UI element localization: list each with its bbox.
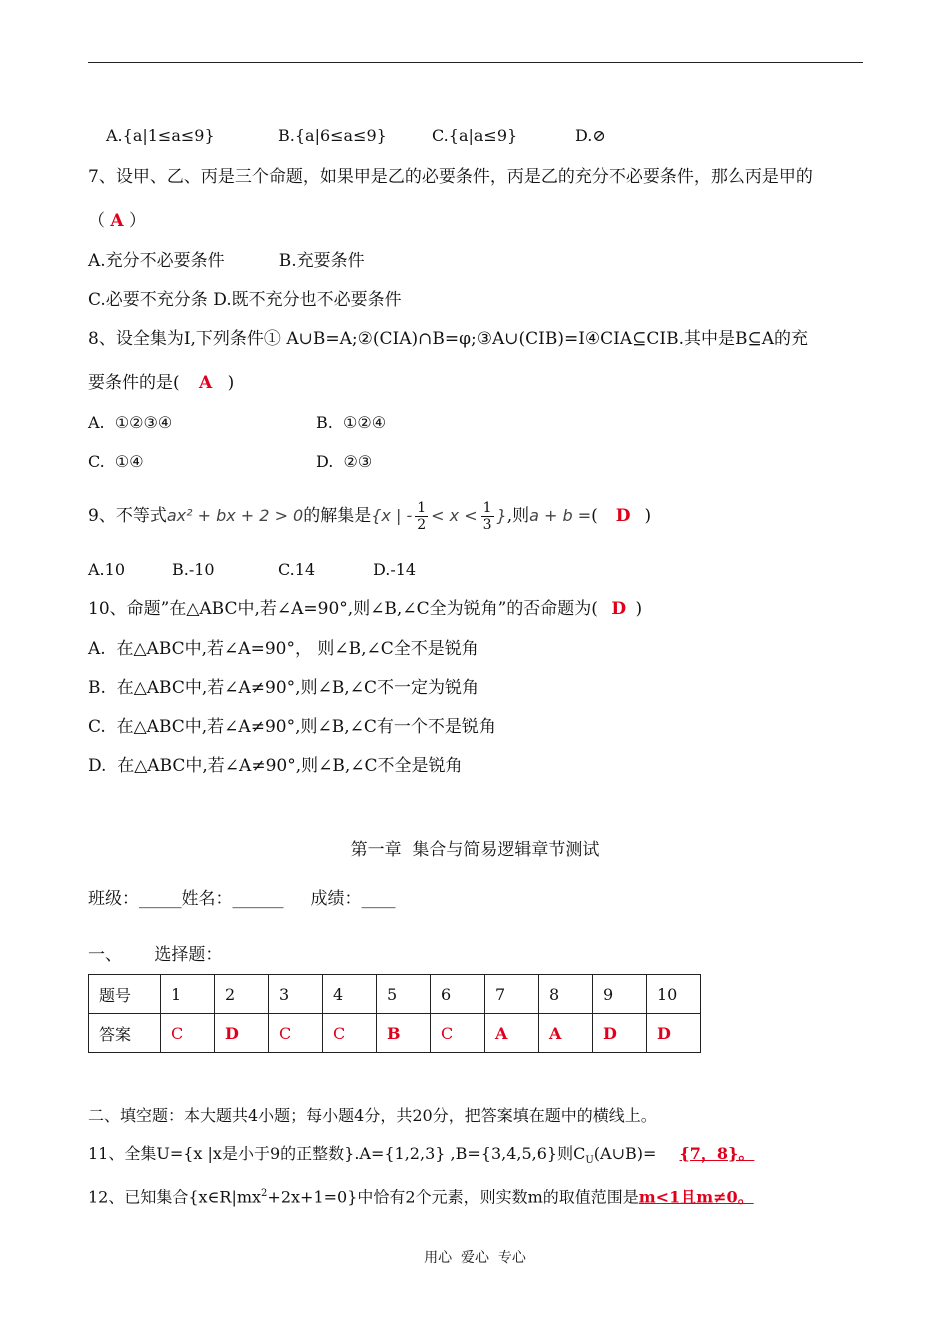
q10-stem-line	[88, 598, 642, 620]
q9-option-b: B.-10	[172, 560, 215, 579]
table-cell-number: 7	[485, 975, 539, 1014]
q10-close: )	[635, 599, 643, 619]
test-title: 第一章 集合与简易逻辑章节测试	[350, 840, 600, 860]
page-footer: 用心 爱心 专心	[424, 1250, 526, 1266]
q10-option-a: A. 在△ABC中,若∠A=90°， 则∠B,∠C全不是锐角	[88, 639, 479, 659]
table-cell-answer: C	[161, 1014, 215, 1053]
answer-table	[88, 974, 701, 1053]
q6-option-c: C.{a|a≤9}	[432, 126, 518, 145]
q9-set-right: }	[496, 506, 507, 525]
table-cell-answer: D	[647, 1014, 701, 1053]
table-cell-number: 1	[161, 975, 215, 1014]
q7-paren-open: （	[88, 211, 105, 231]
q9-mid: 的解集是	[303, 506, 372, 526]
q7-options-ab: A.充分不必要条件 B.充要条件	[88, 251, 365, 271]
q10-option-c: C. 在△ABC中,若∠A≠90°,则∠B,∠C有一个不是锐角	[88, 717, 496, 737]
q9-answer: D	[615, 506, 631, 526]
table-header-number: 题号	[89, 975, 161, 1014]
table-cell-number: 6	[431, 975, 485, 1014]
q8-stem2: 要条件的是(	[88, 373, 180, 393]
q12-superscript: 2	[261, 1188, 268, 1199]
q6-option-d: D.⊘	[575, 126, 606, 145]
q9-paren-open: (	[591, 506, 598, 526]
table-cell-answer: B	[377, 1014, 431, 1053]
q8-stem: 8、设全集为I,下列条件① A∪B=A;②(CIA)∩B=φ;③A∪(CIB)=I④CIA⊆CIB.其中是B⊆A的充	[88, 329, 809, 349]
q7-options-cd: C.必要不充分条 D.既不充分也不必要条件	[88, 290, 402, 310]
table-cell-answer: C	[323, 1014, 377, 1053]
q6-option-a: A.{a|1≤a≤9}	[106, 126, 215, 145]
q11-stem-end: (A∪B)=	[593, 1144, 657, 1163]
q9-paren-close: )	[644, 506, 652, 526]
q9-line	[88, 496, 651, 536]
q9-expr: a + b =	[529, 506, 592, 525]
table-cell-number: 8	[539, 975, 593, 1014]
q7-paren-close: ）	[129, 211, 147, 231]
q7-stem: 7、设甲、乙、丙是三个命题，如果甲是乙的必要条件，丙是乙的充分不必要条件，那么丙是甲的	[88, 167, 813, 187]
table-cell-number: 9	[593, 975, 647, 1014]
q8-option-d: D. ②③	[316, 452, 373, 471]
q12-line	[88, 1183, 754, 1208]
student-info-line: 班级：_____姓名：______ 成绩：____	[88, 889, 396, 909]
table-cell-answer: C	[431, 1014, 485, 1053]
section-2-heading: 二、填空题：本大题共4小题；每小题4分，共20分，把答案填在题中的横线上。	[88, 1106, 657, 1125]
q12-stem-end: +2x+1=0}中恰有2个元素，则实数m的取值范围是	[267, 1187, 639, 1207]
table-header-answer: 答案	[89, 1014, 161, 1053]
q10-option-b: B. 在△ABC中,若∠A≠90°,则∠B,∠C不一定为锐角	[88, 678, 479, 698]
q7-answer: A	[110, 211, 124, 231]
table-cell-answer: A	[485, 1014, 539, 1053]
q9-set-left: {x | -	[371, 506, 413, 525]
q9-prefix: 9、不等式	[88, 506, 167, 526]
q10-answer: D	[611, 599, 627, 619]
table-cell-number: 4	[323, 975, 377, 1014]
q9-fraction-half: $\frac{1}{2}$	[417, 500, 427, 533]
q10-stem: 10、命题”在△ABC中,若∠A=90°,则∠B,∠C全为锐角”的否命题为(	[88, 599, 598, 619]
q10-option-d: D. 在△ABC中,若∠A≠90°,则∠B,∠C不全是锐角	[88, 756, 463, 776]
q9-lt: < x <	[431, 506, 478, 525]
table-row-numbers	[89, 975, 701, 1014]
q8-answer: A	[199, 373, 213, 393]
table-cell-number: 10	[647, 975, 701, 1014]
q12-stem: 12、已知集合{x∈R|mx	[88, 1187, 262, 1207]
table-cell-answer: C	[269, 1014, 323, 1053]
q8-option-b: B. ①②④	[316, 413, 387, 432]
q11-stem: 11、全集U={x |x是小于9的正整数}.A={1,2,3} ,B={3,4,5,6}则C	[88, 1144, 586, 1163]
q9-option-a: A.10	[88, 560, 125, 579]
table-cell-answer: A	[539, 1014, 593, 1053]
table-cell-number: 5	[377, 975, 431, 1014]
q9-fraction-third: $\frac{1}{3}$	[482, 500, 492, 533]
q9-inequality: ax² + bx + 2 > 0	[166, 506, 304, 525]
table-cell-answer: D	[593, 1014, 647, 1053]
q11-answer: {7，8}。	[679, 1144, 755, 1163]
q8-option-a: A. ①②③④	[88, 413, 173, 432]
table-cell-answer: D	[215, 1014, 269, 1053]
q9-option-d: D.-14	[373, 560, 417, 579]
q9-then: ,则	[506, 506, 530, 526]
header-rule	[88, 62, 863, 63]
q8-stem-line2	[88, 372, 234, 394]
q12-answer: m<1且m≠0。	[638, 1187, 754, 1207]
q9-option-c: C.14	[278, 560, 316, 579]
q11-line	[88, 1143, 754, 1172]
q6-option-b: B.{a|6≤a≤9}	[278, 126, 387, 145]
table-row-answers	[89, 1014, 701, 1053]
table-cell-number: 3	[269, 975, 323, 1014]
section-1-heading: 一、 选择题：	[88, 945, 223, 965]
table-cell-number: 2	[215, 975, 269, 1014]
q8-close: )	[227, 373, 235, 393]
q7-answer-line	[88, 210, 146, 232]
q8-option-c: C. ①④	[88, 452, 144, 471]
q11-subscript: U	[585, 1155, 594, 1167]
